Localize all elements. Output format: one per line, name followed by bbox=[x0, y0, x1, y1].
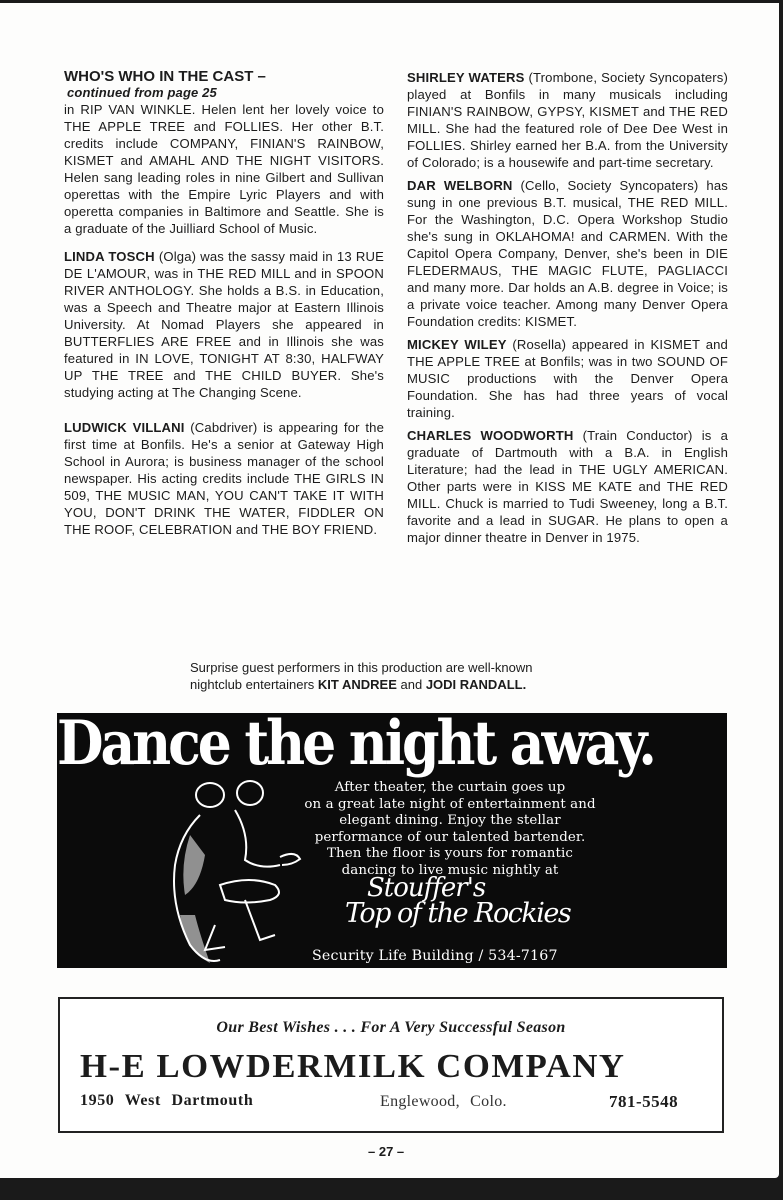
ad-body-line: performance of our talented bartender. bbox=[314, 829, 586, 845]
surprise-prefix: nightclub entertainers bbox=[190, 677, 318, 692]
right-column bbox=[407, 69, 728, 552]
brand-stouffers: Stouffer's bbox=[367, 873, 486, 903]
section-heading: WHO'S WHO IN THE CAST – bbox=[64, 68, 266, 85]
performer-kit-andree: KIT ANDREE bbox=[317, 677, 397, 692]
ad-body-line: dancing to live music nightly at bbox=[341, 862, 559, 878]
bio-dar-welborn bbox=[407, 177, 728, 330]
lowdermilk-tagline: Our Best Wishes . . . For A Very Successful Season bbox=[216, 1019, 566, 1036]
program-page bbox=[0, 3, 779, 1178]
stouffers-dance-ad bbox=[57, 708, 727, 968]
surprise-conjunction: and bbox=[396, 677, 426, 692]
lowdermilk-street: 1950 West Dartmouth bbox=[80, 1092, 254, 1109]
ad-body-line: Then the floor is yours for romantic bbox=[327, 846, 573, 862]
lowdermilk-ad bbox=[58, 997, 724, 1133]
ad-address-phone: Security Life Building / 534-7167 bbox=[312, 948, 558, 964]
left-column bbox=[64, 68, 384, 549]
bio-helen-continued bbox=[64, 101, 384, 237]
bio-mickey-wiley bbox=[407, 336, 728, 421]
lowdermilk-city: Englewood, Colo. bbox=[380, 1093, 507, 1110]
bio-name: SHIRLEY WATERS bbox=[407, 70, 525, 85]
bio-name: DAR WELBORN bbox=[407, 178, 513, 193]
bio-name: MICKEY WILEY bbox=[407, 337, 507, 352]
bio-text: (Trombone, Society Syncopaters) played at Bonfils in many musicals including FINIAN'S RAINBOW, GYPSY, KISMET and THE RED MILL. She had the featured role of Dee Dee West in FOLLIES. Shirley earned her B.A. from the University of Colorado; is a housewife and part-time secretary. bbox=[407, 70, 729, 170]
bio-text: (Cello, Society Syncopaters) has sung in one previous B.T. musical, THE RED MILL. For the Washington, D.C. Opera Workshop Studio she's sung in OKLAHOMA! and CARMEN. With the Capitol Opera Company, Denver, she's been in DIE FLEDERMAUS, THE MAGIC FLUTE, PAGLIACCI and many more. Dar holds an A.B. degree in Voice; is a private voice teacher. Among many Denver Opera Foundation credits: KISMET. bbox=[407, 178, 728, 329]
bio-text: (Rosella) appeared in KISMET and THE APPLE TREE at Bonfils; was in two SOUND OF MUSIC productions with the Denver Opera Foundation. She has had three years of vocal training. bbox=[407, 337, 728, 420]
bio-name: LINDA TOSCH bbox=[64, 249, 155, 264]
bio-text: (Cabdriver) is appearing for the first time at Bonfils. He's a senior at Gateway High School in Aurora; is business manager of the school newspaper. His acting credits include THE GIRLS IN 509, THE MUSIC MAN, YOU CAN'T TAKE IT WITH YOU, DON'T DRINK THE WATER, FIDDLER ON THE ROOF, CELEBRATION and THE BOY FRIEND. bbox=[64, 420, 385, 537]
ad-body-copy bbox=[285, 780, 615, 880]
ad-body-line: After theater, the curtain goes up bbox=[334, 780, 566, 795]
lowdermilk-phone: 781-5548 bbox=[609, 1092, 679, 1111]
surprise-line-2 bbox=[190, 676, 600, 693]
lowdermilk-company-name: H-E LOWDERMILK COMPANY bbox=[80, 1048, 626, 1085]
surprise-guests-note bbox=[190, 659, 600, 693]
bio-name: CHARLES WOODWORTH bbox=[407, 428, 574, 443]
brand-top-of-the-rockies: Top of the Rockies bbox=[345, 898, 571, 929]
ad-body-line: elegant dining. Enjoy the stellar bbox=[339, 813, 561, 829]
bio-text: in RIP VAN WINKLE. Helen lent her lovely voice to THE APPLE TREE and FOLLIES. Her other B.T. credits include COMPANY, FINIAN'S RAINBOW, KISMET and AMAHL AND THE NIGHT VISITORS. Helen sang leading roles in nine Gilbert and Sullivan operettas with the Empire Lyric Players and with operetta companies in Baltimore and Seattle. She is a graduate of the Juilliard School of Music. bbox=[64, 102, 384, 236]
page-number: – 27 – bbox=[368, 1144, 405, 1159]
bio-charles-woodworth bbox=[407, 427, 728, 546]
bio-name: LUDWICK VILLANI bbox=[64, 420, 185, 435]
continued-note: continued from page 25 bbox=[67, 85, 217, 100]
bio-text: (Olga) was the sassy maid in 13 RUE DE L'AMOUR, was in THE RED MILL and in SPOON RIVER ANTHOLOGY. She holds a B.S. in Education, was a Speech and Theatre major at Eastern Illinois University. At Nomad Players she appeared in BUTTERFLIES ARE FREE and in Illinois she was featured in IN LOVE, TONIGHT AT 8:30, HALFWAY UP THE TREE and THE CHILD BUYER. She's studying acting at The Changing Scene. bbox=[64, 249, 384, 400]
bio-ludwick-villani bbox=[64, 419, 384, 538]
bio-linda-tosch bbox=[64, 248, 384, 401]
bio-text: (Train Conductor) is a graduate of Dartmouth with a B.A. in English Literature; had the lead in THE UGLY AMERICAN. Other parts were in KISS ME KATE and THE RED MILL. Chuck is married to Tudi Sweeney, long a B.T. favorite and a lead in SUGAR. He plans to open a major dinner theatre in Denver in 1975. bbox=[407, 428, 728, 545]
ad-headline: Dance the night away. bbox=[57, 708, 654, 779]
ad-body-line: on a great late night of entertainment and bbox=[304, 796, 596, 812]
performer-jodi-randall: JODI RANDALL. bbox=[425, 677, 527, 692]
surprise-line-1: Surprise guest performers in this production are well-known bbox=[190, 660, 533, 675]
bio-shirley-waters bbox=[407, 69, 728, 171]
